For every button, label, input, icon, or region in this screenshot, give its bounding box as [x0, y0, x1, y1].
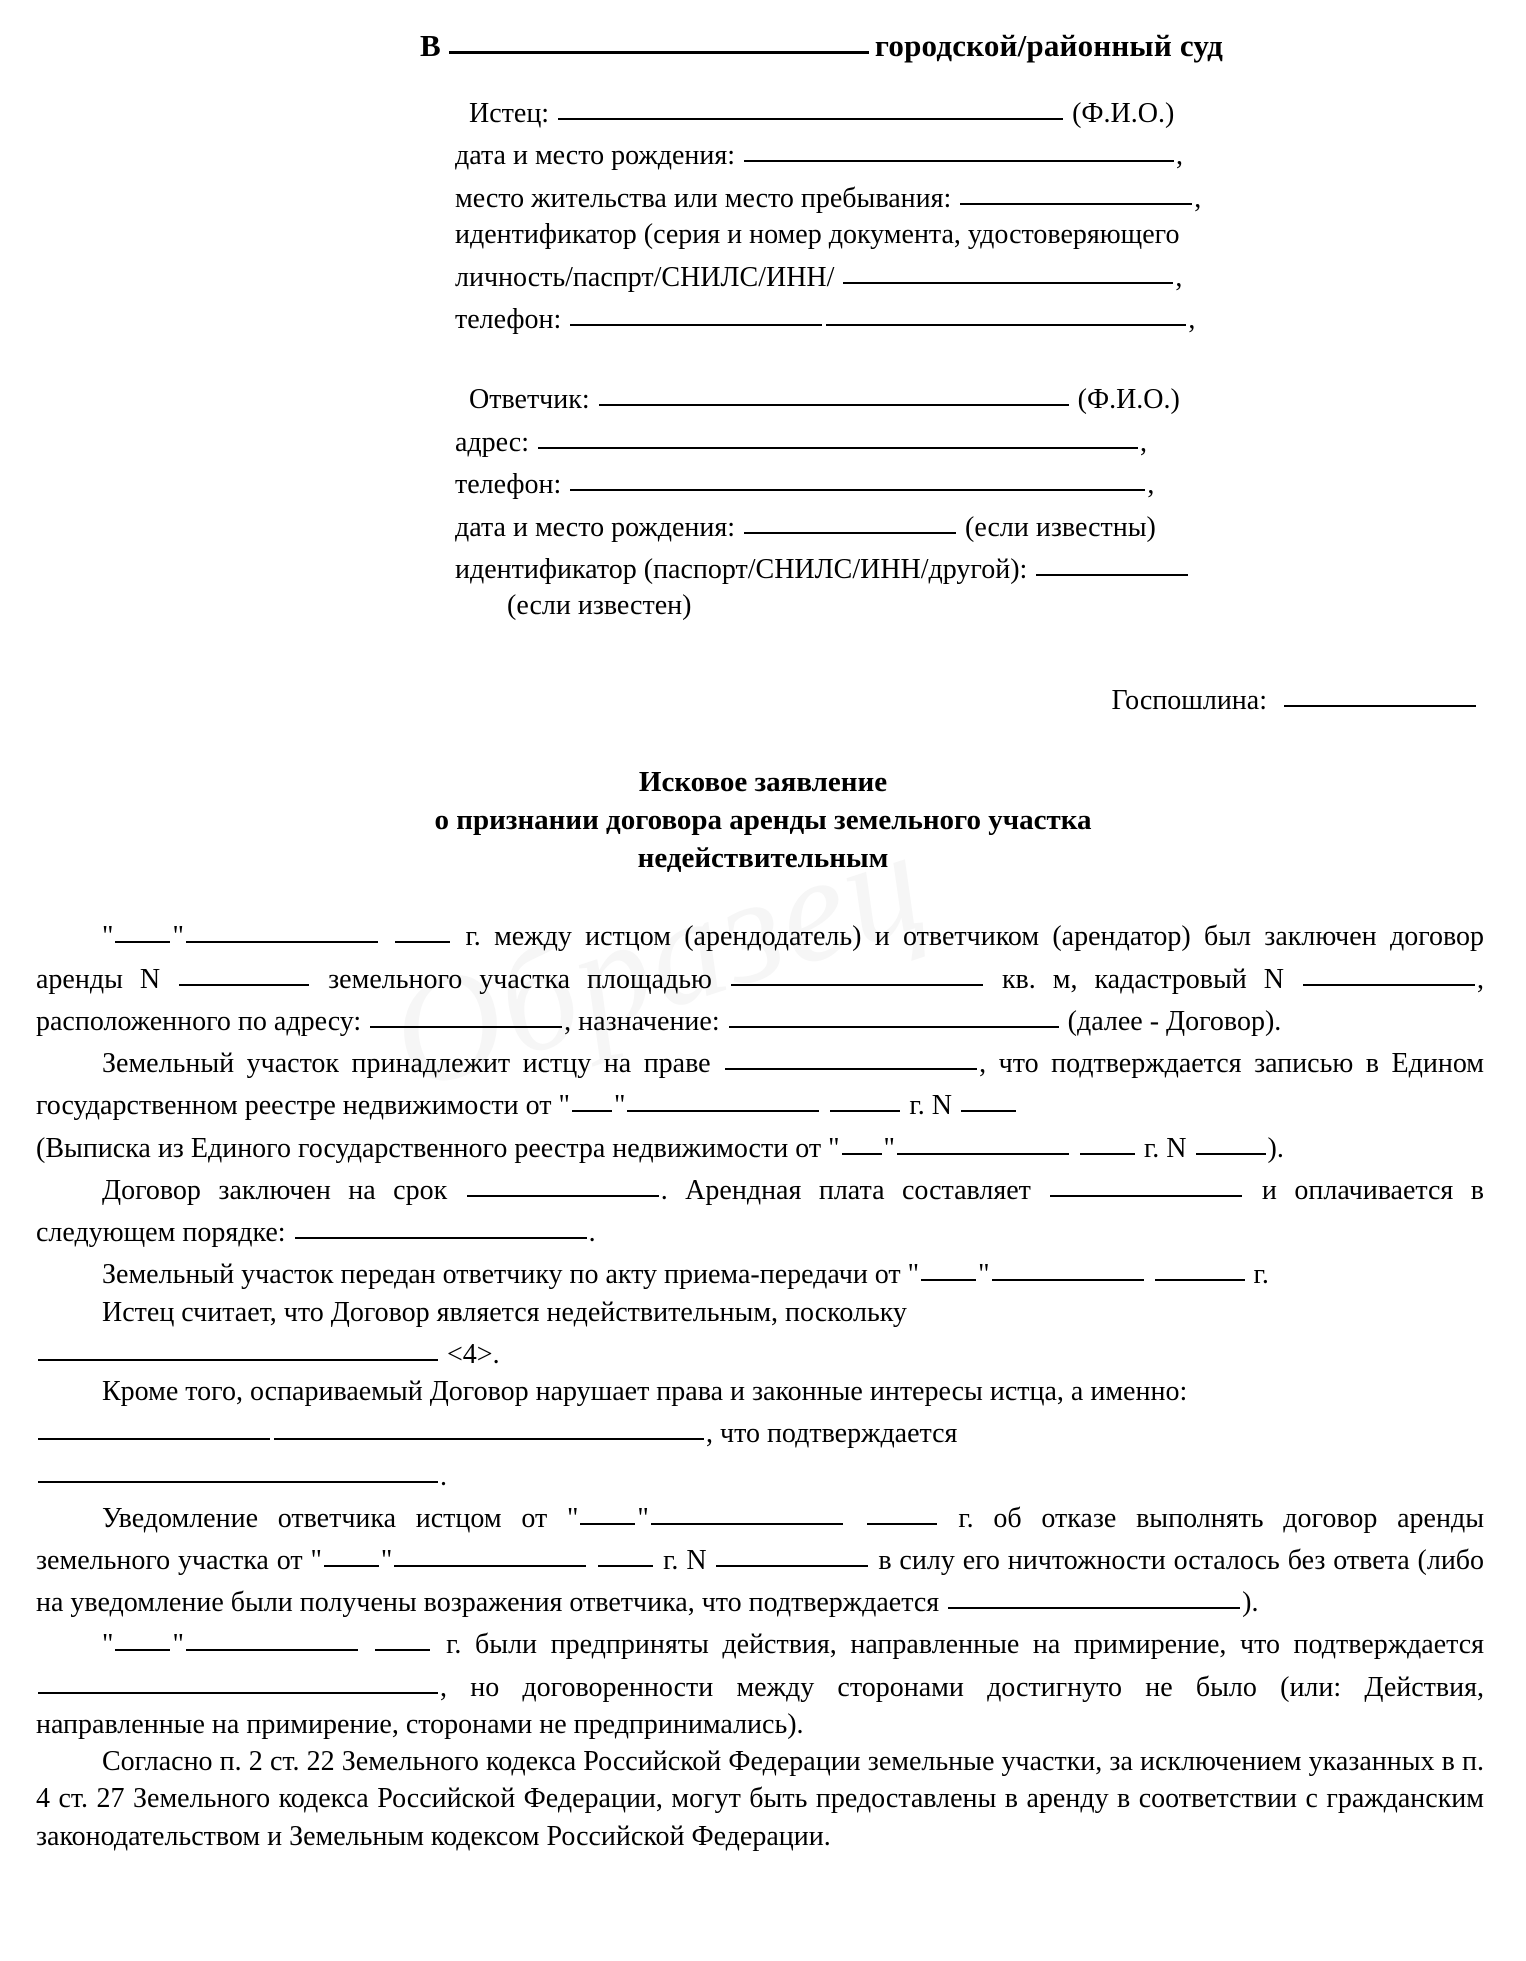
p7-year-blank[interactable]: [867, 1495, 937, 1525]
p8-text-1: г. были предприняты действия, направленные на примирение, что подтверждается: [446, 1629, 1485, 1661]
p4-text-2: г.: [1253, 1259, 1269, 1291]
respondent-birth-label: дата и место рождения:: [455, 511, 736, 543]
p3-text-2: . Арендная плата составляет: [660, 1174, 1031, 1206]
quote-open-7: ": [102, 1629, 114, 1661]
plaintiff-birth-row: [455, 132, 1481, 174]
p1-text-4: , расположенного по адресу:: [36, 963, 1485, 1037]
respondent-block: [455, 376, 1481, 624]
respondent-identifier-label: идентификатор (паспорт/СНИЛС/ИНН/другой):: [455, 553, 1028, 585]
p1-year-blank[interactable]: [395, 913, 450, 943]
respondent-name-row: [455, 376, 1481, 418]
p8-text-2: , но договоренности между сторонами достигнуто не было (или: Действия, направленные на примирение, сторонами не предпринимались).: [36, 1671, 1484, 1740]
p7-text-2: г. об отказе выполнять договор аренды земельного участка от: [36, 1502, 1485, 1576]
respondent-identifier-note: (если известен): [507, 590, 692, 622]
p3-order-blank[interactable]: [295, 1209, 587, 1239]
plaintiff-residence-comma: ,: [1194, 182, 1202, 214]
p4-text-1: Земельный участок передан ответчику по акту приема-передачи от: [102, 1259, 901, 1291]
p1-text-5: , назначение:: [564, 1005, 720, 1037]
respondent-phone-comma: ,: [1147, 469, 1155, 501]
respondent-birth-blank[interactable]: [744, 504, 956, 534]
p1-contract-number-blank[interactable]: [179, 956, 309, 986]
p7-text-4: в силу его ничтожности осталось без ответа (либо на уведомление были получены возражения ответчика, что подтверждается: [36, 1545, 1485, 1619]
p7-month-blank[interactable]: [651, 1495, 843, 1525]
p2-right-blank[interactable]: [725, 1040, 977, 1070]
plaintiff-label: Истец:: [469, 98, 550, 129]
paragraph-contract-intro: [36, 913, 1484, 1040]
p2-number-blank[interactable]: [961, 1082, 1016, 1112]
respondent-fio-note: (Ф.И.О.): [1077, 384, 1180, 416]
paragraph-reconciliation: [36, 1621, 1484, 1743]
plaintiff-name-row: [455, 90, 1481, 132]
quote-open-4: ": [907, 1259, 920, 1291]
respondent-birth-note: (если известны): [965, 511, 1156, 543]
quote-open-2: ": [558, 1090, 570, 1122]
respondent-phone-blank[interactable]: [570, 461, 1145, 491]
plaintiff-birth-comma: ,: [1176, 140, 1184, 172]
p8-year-blank[interactable]: [375, 1621, 430, 1651]
p6-text-3: что подтверждается: [720, 1418, 958, 1450]
p3-text-3: и оплачивается в следующем порядке:: [36, 1174, 1484, 1249]
p3-text-1: Договор заключен на срок: [102, 1174, 448, 1206]
p2b-month-blank[interactable]: [897, 1125, 1069, 1155]
p6-violation-blank-2[interactable]: [274, 1410, 704, 1440]
state-fee-label: Госпошлина:: [1111, 684, 1267, 716]
p6-violation-blank-1[interactable]: [38, 1410, 270, 1440]
quote-open-1: ": [102, 921, 114, 953]
p2-text-3: г. N: [909, 1090, 952, 1122]
p9-text-1: Согласно п. 2 ст. 22 Земельного кодекса Российской Федерации земельные участки, за исключением указанных в п. 4 ст. 27 Земельного кодекса Российской Федерации, могут быть предоставлены в аренду в соответствии с гражданским законодательством и Земельным кодексом Российской Федерации.: [36, 1746, 1484, 1852]
p5-text-2: <4>.: [447, 1338, 500, 1370]
p7-text-1: Уведомление ответчика истцом от: [102, 1502, 548, 1534]
p6-text-1: Кроме того, оспариваемый Договор нарушает права и законные интересы истца, а именно:: [102, 1376, 1188, 1408]
quote-close-4: ": [978, 1259, 990, 1291]
p2-text-4: (Выписка из Единого государственного реестра недвижимости от: [36, 1132, 822, 1164]
p7-proof-blank[interactable]: [948, 1579, 1240, 1609]
p1-text-2: земельного участка площадью: [328, 963, 712, 995]
plaintiff-fio-note: (Ф.И.О.): [1072, 98, 1175, 129]
respondent-identifier-row: [455, 546, 1481, 588]
respondent-identifier-note-row: [455, 588, 1481, 624]
p8-day-blank[interactable]: [115, 1621, 170, 1651]
plaintiff-birth-label: дата и место рождения:: [455, 140, 736, 172]
p2-year-blank[interactable]: [830, 1082, 900, 1112]
p6-text-4: .: [440, 1460, 447, 1492]
p3-rent-blank[interactable]: [1050, 1167, 1242, 1197]
quote-close-2: ": [613, 1090, 626, 1122]
paragraph-rights-violation: [36, 1373, 1484, 1410]
p7-day-blank[interactable]: [580, 1495, 635, 1525]
p1-purpose-blank[interactable]: [729, 998, 1059, 1028]
quote-open-3: ": [828, 1132, 840, 1164]
paragraph-handover-act: [36, 1251, 1484, 1293]
plaintiff-phone-label: телефон:: [455, 303, 562, 335]
p1-day-blank[interactable]: [115, 913, 170, 943]
respondent-name-blank[interactable]: [599, 376, 1069, 406]
p2-text-2: , что подтверждается записью в Едином государственном реестре недвижимости от: [36, 1048, 1485, 1122]
p3-text-4: .: [588, 1217, 596, 1249]
p8-proof-blank[interactable]: [38, 1664, 438, 1694]
paragraph-rights-violation-proof: [36, 1453, 1484, 1495]
plaintiff-residence-blank[interactable]: [960, 175, 1192, 205]
p1-text-1: г. между истцом (арендодатель) и ответчиком (арендатор) был заключен договор аренды N: [36, 921, 1485, 995]
plaintiff-phone-row: [455, 296, 1481, 338]
quote-open-5: ": [566, 1502, 579, 1534]
court-suffix-label: городской/районный суд: [874, 28, 1224, 63]
respondent-address-comma: ,: [1140, 426, 1148, 458]
plaintiff-birth-blank[interactable]: [744, 132, 1174, 162]
quote-close-1: ": [172, 921, 184, 953]
respondent-address-row: [455, 419, 1481, 461]
paragraph-ownership-extract: [36, 1125, 1484, 1167]
p5-text-1: Истец считает, что Договор является недействительным, поскольку: [102, 1296, 907, 1328]
p1-month-blank[interactable]: [186, 913, 378, 943]
plaintiff-residence-row: [455, 175, 1481, 217]
p1-text-3: кв. м, кадастровый N: [1001, 963, 1285, 995]
plaintiff-name-blank[interactable]: [558, 90, 1063, 120]
paragraph-legal-basis: [36, 1743, 1484, 1855]
p4-year-blank[interactable]: [1155, 1251, 1245, 1281]
state-fee-blank[interactable]: [1284, 677, 1476, 707]
paragraph-notification: [36, 1495, 1484, 1622]
paragraph-ownership: [36, 1040, 1484, 1124]
p2-text-1: Земельный участок принадлежит истцу на праве: [102, 1048, 711, 1080]
court-prefix-label: В: [420, 28, 441, 63]
plaintiff-identifier-label-row-2: [455, 254, 1481, 296]
p1-cadastral-blank[interactable]: [1303, 956, 1475, 986]
p4-day-blank[interactable]: [921, 1251, 976, 1281]
quote-open-6: ": [310, 1545, 322, 1576]
p3-term-blank[interactable]: [467, 1167, 659, 1197]
p7-text-3: г. N: [663, 1545, 707, 1576]
p2-day-blank[interactable]: [572, 1082, 612, 1112]
document-body: [0, 913, 1526, 1854]
respondent-address-label: адрес:: [455, 426, 530, 458]
p1-address-blank[interactable]: [370, 998, 562, 1028]
court-header-line: [0, 0, 1526, 64]
quote-close-7: ": [172, 1629, 184, 1661]
quote-close-3: ": [883, 1132, 895, 1164]
respondent-birth-row: [455, 504, 1481, 546]
p7b-year-blank[interactable]: [598, 1537, 653, 1567]
plaintiff-identifier-label-1: идентификатор (серия и номер документа, удостоверяющего: [455, 219, 1180, 251]
p5-reason-blank[interactable]: [38, 1331, 438, 1361]
p1-text-6: (далее - Договор).: [1067, 1005, 1282, 1037]
p2b-number-blank[interactable]: [1196, 1125, 1266, 1155]
paragraph-rights-violation-blanks: [36, 1410, 1484, 1452]
plaintiff-phone-blank-2[interactable]: [826, 296, 1186, 326]
respondent-identifier-blank[interactable]: [1036, 546, 1188, 576]
paragraph-invalidity-reason: [36, 1294, 1484, 1331]
court-name-blank[interactable]: [449, 51, 869, 54]
p7b-month-blank[interactable]: [394, 1537, 586, 1567]
p7-text-5: ).: [1242, 1587, 1259, 1619]
document-title-line-1: Исковое заявление: [638, 765, 888, 798]
respondent-phone-label: телефон:: [455, 469, 562, 501]
document-title: [0, 763, 1526, 878]
plaintiff-block: [455, 90, 1481, 338]
p2-text-6: ).: [1267, 1132, 1284, 1164]
paragraph-term-and-rent: [36, 1167, 1484, 1251]
plaintiff-identifier-comma: ,: [1175, 261, 1183, 293]
plaintiff-identifier-label-2: личность/паспрт/СНИЛС/ИНН/: [455, 261, 835, 293]
quote-close-5: ": [637, 1502, 649, 1534]
p2-text-5: г. N: [1143, 1132, 1187, 1164]
plaintiff-residence-label: место жительства или место пребывания:: [455, 182, 952, 214]
plaintiff-identifier-blank[interactable]: [843, 254, 1173, 284]
respondent-phone-row: [455, 461, 1481, 503]
p4-month-blank[interactable]: [992, 1251, 1144, 1281]
p1-area-blank[interactable]: [731, 956, 983, 986]
respondent-address-blank[interactable]: [538, 419, 1138, 449]
p6-proof-blank[interactable]: [38, 1453, 438, 1483]
plaintiff-identifier-label-row-1: [455, 217, 1481, 253]
p7b-day-blank[interactable]: [324, 1537, 379, 1567]
plaintiff-phone-comma: ,: [1188, 303, 1196, 335]
p2-month-blank[interactable]: [627, 1082, 819, 1112]
p8-month-blank[interactable]: [186, 1621, 358, 1651]
document-title-line-3: недействительным: [637, 842, 889, 875]
p7-contract-number-blank[interactable]: [716, 1537, 868, 1567]
paragraph-invalidity-reason-blank: [36, 1331, 1484, 1373]
state-fee-row: [0, 677, 1478, 717]
p6-text-2: ,: [706, 1418, 713, 1450]
document-title-line-2: о признании договора аренды земельного участка: [434, 803, 1092, 836]
p2b-day-blank[interactable]: [842, 1125, 882, 1155]
plaintiff-phone-blank-1[interactable]: [570, 296, 822, 326]
quote-close-6: ": [380, 1545, 393, 1576]
respondent-label: Ответчик:: [469, 384, 590, 416]
p2b-year-blank[interactable]: [1080, 1125, 1135, 1155]
